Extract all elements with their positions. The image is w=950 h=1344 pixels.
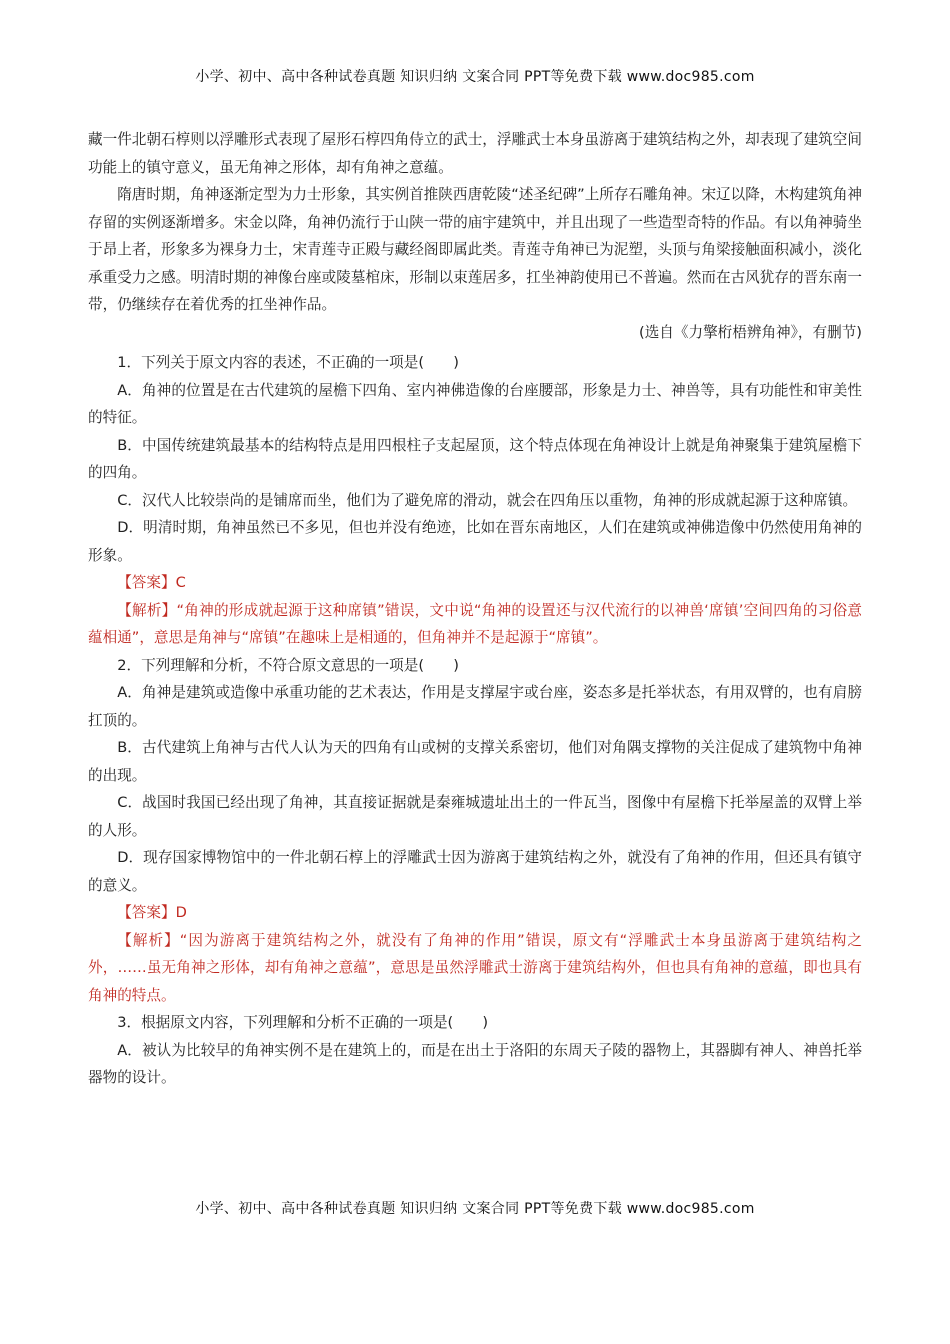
question-2-answer: 【答案】D <box>117 904 187 921</box>
question-1-answer: 【答案】C <box>117 574 186 591</box>
question-2-option-a: A．角神是建筑或造像中承重功能的艺术表达，作用是支撑屋宇或台座，姿态多是托举状态，有用双臂的，也有肩膀扛顶的。 <box>88 684 862 729</box>
question-2-stem: 2．下列理解和分析，不符合原文意思的一项是( ) <box>117 656 459 674</box>
question-2-option-d: D．现存国家博物馆中的一件北朝石椁上的浮雕武士因为游离于建筑结构之外，就没有了角神的作用，但还具有镇守的意义。 <box>88 849 862 894</box>
question-1-option-a: A．角神的位置是在古代建筑的屋檐下四角、室内神佛造像的台座腰部，形象是力士、神兽等，具有功能性和审美性的特征。 <box>88 381 862 426</box>
passage-paragraph: 藏一件北朝石椁则以浮雕形式表现了屋形石椁四角侍立的武士，浮雕武士本身虽游离于建筑结构之外，却表现了建筑空间功能上的镇守意义，虽无角神之形体，却有角神之意蕴。 <box>88 131 862 176</box>
question-2-option-c: C．战国时我国已经出现了角神，其直接证据就是秦雍城遗址出土的一件瓦当，图像中有屋檐下托举屋盖的双臂上举的人形。 <box>88 794 862 839</box>
document-body <box>88 126 862 1092</box>
question-1-option-c: C．汉代人比较崇尚的是铺席而坐，他们为了避免席的滑动，就会在四角压以重物，角神的形成就起源于这种席镇。 <box>117 491 858 509</box>
question-1-stem: 1．下列关于原文内容的表述，不正确的一项是( ) <box>117 354 459 371</box>
question-3-stem: 3．根据原文内容，下列理解和分析不正确的一项是( ) <box>117 1014 489 1031</box>
question-3-option-a: A．被认为比较早的角神实例不是在建筑上的，而是在出土于洛阳的东周天子陵的器物上，其器脚有神人、神兽托举器物的设计。 <box>88 1041 862 1086</box>
passage-source: (选自《力擎桁梧辨角神》，有删节) <box>639 323 862 341</box>
question-1-option-d: D．明清时期，角神虽然已不多见，但也并没有绝迹，比如在晋东南地区，人们在建筑或神佛造像中仍然使用角神的形象。 <box>88 519 862 564</box>
page-header: 小学、初中、高中各种试卷真题 知识归纳 文案合同 PPT等免费下载 www.doc985.com <box>195 69 755 85</box>
question-1-option-b: B．中国传统建筑最基本的结构特点是用四根柱子支起屋顶，这个特点体现在角神设计上就是角神聚集于建筑屋檐下的四角。 <box>88 436 862 481</box>
question-1-analysis: 【解析】“角神的形成就起源于这种席镇”错误，文中说“角神的设置还与汉代流行的以神兽‘席镇’空间四角的习俗意蕴相通”，意思是角神与“席镇”在趣味上是相通的，但角神并不是起源于“席镇”。 <box>88 601 862 646</box>
passage-paragraph: 隋唐时期，角神逐渐定型为力士形象，其实例首推陕西唐乾陵“述圣纪碑”上所存石雕角神。宋辽以降，木构建筑角神存留的实例逐渐增多。宋金以降，角神仍流行于山陕一带的庙宇建筑中，并且出现了一些造型奇特的作品。有以角神骑坐于昂上者，形象多为裸身力士，宋青莲寺正殿与藏经阁即属此类。青莲寺角神已为泥塑，头顶与角梁接触面积减小，淡化承重受力之感。明清时期的神像台座或陵墓棺床，形制以束莲居多，扛坐神韵使用已不普遍。然而在古风犹存的晋东南一带，仍继续存在着优秀的扛坐神作品。 <box>88 186 863 313</box>
question-2-option-b: B．古代建筑上角神与古代人认为天的四角有山或树的支撑关系密切，他们对角隅支撑物的关注促成了建筑物中角神的出现。 <box>88 739 862 784</box>
question-2-analysis: 【解析】“因为游离于建筑结构之外，就没有了角神的作用”错误，原文有“浮雕武士本身虽游离于建筑结构之外，……虽无角神之形体，却有角神之意蕴”，意思是虽然浮雕武士游离于建筑结构外，但也具有角神的意蕴，即也具有角神的特点。 <box>88 931 862 1004</box>
page-footer: 小学、初中、高中各种试卷真题 知识归纳 文案合同 PPT等免费下载 www.doc985.com <box>195 1201 755 1217</box>
